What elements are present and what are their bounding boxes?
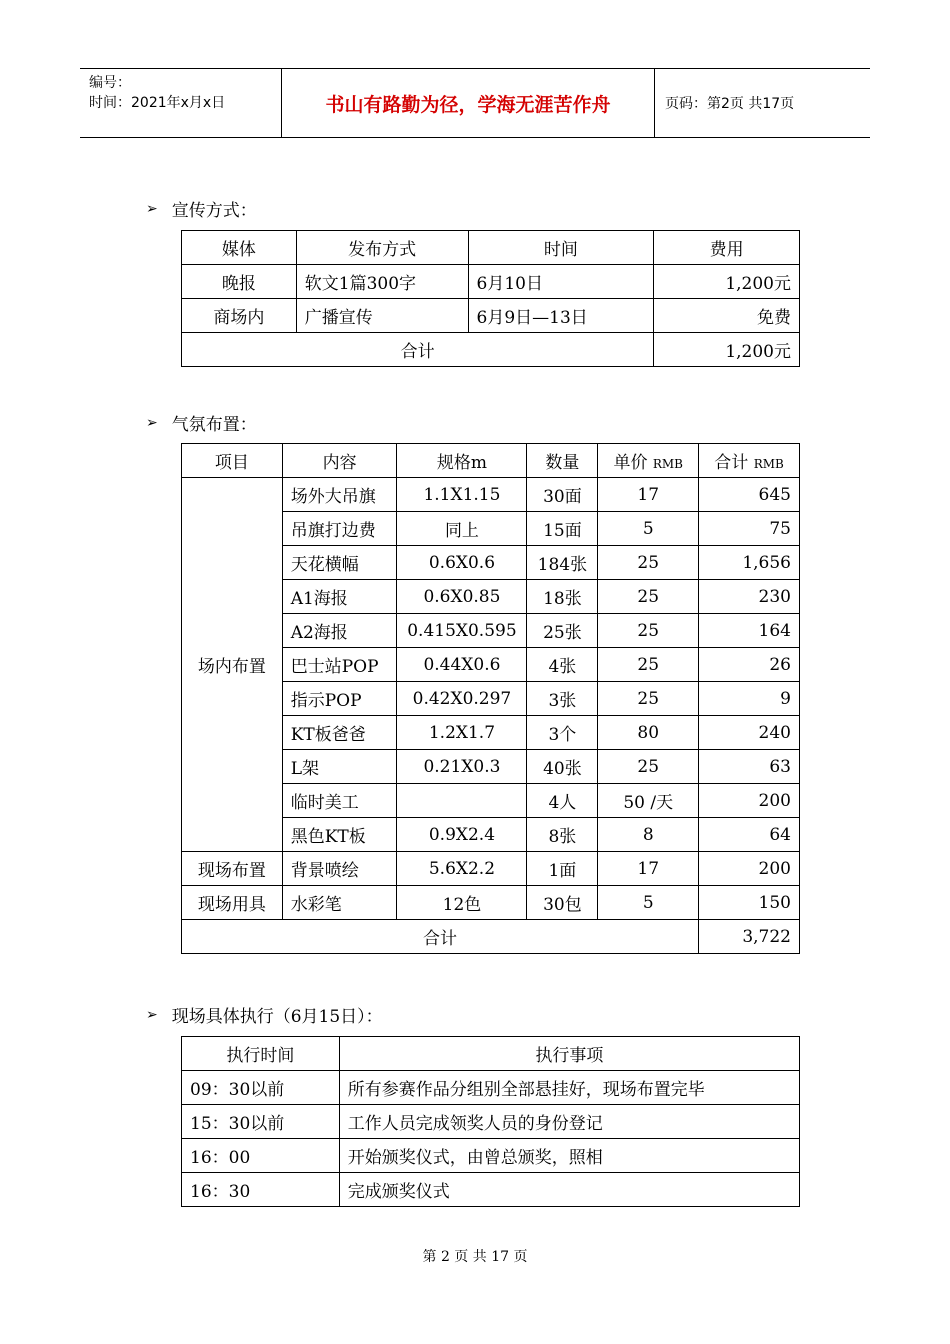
table-cell: 164 xyxy=(699,614,800,648)
table-header-cell: 执行时间 xyxy=(182,1037,340,1071)
table-cell: 商场内 xyxy=(182,299,297,333)
table-cell: 15面 xyxy=(527,512,598,546)
table-cell: 26 xyxy=(699,648,800,682)
table-row xyxy=(182,1071,800,1105)
header-motto: 书山有路勤为径，学海无涯苦作舟 xyxy=(282,69,655,137)
table-cell: A1海报 xyxy=(282,580,397,614)
table-header-cell: 数量 xyxy=(527,444,598,478)
table-total-row xyxy=(182,333,800,367)
header-unit: RMB xyxy=(652,457,683,471)
table-cell: 25张 xyxy=(527,614,598,648)
table-cell: 水彩笔 xyxy=(282,886,397,920)
table-cell: 临时美工 xyxy=(282,784,397,818)
group-label: 场内布置 xyxy=(182,478,283,852)
table-cell: 黑色KT板 xyxy=(282,818,397,852)
table-header-row xyxy=(182,1037,800,1071)
table-cell: 17 xyxy=(598,852,699,886)
table-cell: 200 xyxy=(699,852,800,886)
publicity-title-text: 宣传方式： xyxy=(171,201,257,221)
arrow-bullet-icon: ➢ xyxy=(146,414,158,431)
table-row xyxy=(182,1105,800,1139)
table-header-cell: 执行事项 xyxy=(339,1037,799,1071)
table-header-cell: 项目 xyxy=(182,444,283,478)
table-cell: 免费 xyxy=(654,299,800,333)
table-cell: 16：00 xyxy=(182,1139,340,1173)
table-cell: 8张 xyxy=(527,818,598,852)
table-cell: 5 xyxy=(598,886,699,920)
arrow-bullet-icon: ➢ xyxy=(146,200,158,217)
table-cell: 150 xyxy=(699,886,800,920)
table-header-cell: 规格m xyxy=(397,444,527,478)
table-cell: 5 xyxy=(598,512,699,546)
table-cell: 16：30 xyxy=(182,1173,340,1207)
table-row xyxy=(182,852,800,886)
table-header-cell: 发布方式 xyxy=(296,231,468,265)
table-cell xyxy=(397,784,527,818)
table-row xyxy=(182,1139,800,1173)
table-cell: 完成颁奖仪式 xyxy=(339,1173,799,1207)
table-cell: 天花横幅 xyxy=(282,546,397,580)
table-cell: 同上 xyxy=(397,512,527,546)
publicity-section-title xyxy=(146,196,257,221)
table-cell: 0.415X0.595 xyxy=(397,614,527,648)
table-cell: 40张 xyxy=(527,750,598,784)
table-row xyxy=(182,265,800,299)
table-cell: 184张 xyxy=(527,546,598,580)
group-label: 现场用具 xyxy=(182,886,283,920)
table-cell: 63 xyxy=(699,750,800,784)
arrow-bullet-icon: ➢ xyxy=(146,1006,158,1023)
table-cell: 80 xyxy=(598,716,699,750)
table-cell: 9 xyxy=(699,682,800,716)
table-cell: 巴士站POP xyxy=(282,648,397,682)
table-cell: 30面 xyxy=(527,478,598,512)
table-cell: 230 xyxy=(699,580,800,614)
execution-title-text: 现场具体执行（6月15日）： xyxy=(171,1007,383,1027)
table-row xyxy=(182,886,800,920)
table-cell: 工作人员完成领奖人员的身份登记 xyxy=(339,1105,799,1139)
total-label: 合计 xyxy=(182,333,654,367)
table-header-row xyxy=(182,444,800,478)
table-header-row xyxy=(182,231,800,265)
table-cell: 0.42X0.297 xyxy=(397,682,527,716)
table-cell: 18张 xyxy=(527,580,598,614)
page-footer: 第 2 页 共 17 页 xyxy=(422,1249,528,1265)
table-cell: 5.6X2.2 xyxy=(397,852,527,886)
table-cell: 0.6X0.6 xyxy=(397,546,527,580)
table-cell: 1.2X1.7 xyxy=(397,716,527,750)
header-meta xyxy=(80,69,282,137)
execution-section-title xyxy=(146,1002,383,1027)
table-cell: 0.9X2.4 xyxy=(397,818,527,852)
total-label: 合计 xyxy=(182,920,699,954)
table-cell: 75 xyxy=(699,512,800,546)
table-cell: 6月9日—13日 xyxy=(468,299,654,333)
table-cell: 240 xyxy=(699,716,800,750)
table-cell: 软文1篇300字 xyxy=(296,265,468,299)
table-cell: 晚报 xyxy=(182,265,297,299)
table-cell: 指示POP xyxy=(282,682,397,716)
table-cell: 17 xyxy=(598,478,699,512)
table-cell: 25 xyxy=(598,750,699,784)
header-text: 合计 xyxy=(714,453,749,473)
table-header-cell xyxy=(598,444,699,478)
table-cell: 开始颁奖仪式，由曾总颁奖，照相 xyxy=(339,1139,799,1173)
document-date: 时间：2021年x月x日 xyxy=(89,95,226,111)
table-cell: 0.21X0.3 xyxy=(397,750,527,784)
table-cell: 8 xyxy=(598,818,699,852)
page-header xyxy=(80,68,870,138)
execution-table xyxy=(181,1036,800,1207)
table-cell: 12色 xyxy=(397,886,527,920)
table-cell: 09：30以前 xyxy=(182,1071,340,1105)
table-cell: 25 xyxy=(598,648,699,682)
table-cell: 200 xyxy=(699,784,800,818)
table-header-cell: 媒体 xyxy=(182,231,297,265)
total-value: 1,200元 xyxy=(654,333,800,367)
table-cell: 25 xyxy=(598,682,699,716)
table-cell: 4张 xyxy=(527,648,598,682)
table-cell: 1.1X1.15 xyxy=(397,478,527,512)
table-header-cell: 费用 xyxy=(654,231,800,265)
table-cell: 1,200元 xyxy=(654,265,800,299)
publicity-table xyxy=(181,230,800,367)
total-value: 3,722 xyxy=(699,920,800,954)
table-cell: 64 xyxy=(699,818,800,852)
table-cell: 背景喷绘 xyxy=(282,852,397,886)
group-label: 现场布置 xyxy=(182,852,283,886)
table-cell: 场外大吊旗 xyxy=(282,478,397,512)
header-text: 单价 xyxy=(613,453,648,473)
table-cell: 25 xyxy=(598,580,699,614)
table-cell: 3张 xyxy=(527,682,598,716)
table-cell: 所有参赛作品分组别全部悬挂好，现场布置完毕 xyxy=(339,1071,799,1105)
table-row xyxy=(182,299,800,333)
table-cell: KT板爸爸 xyxy=(282,716,397,750)
table-cell: 50 /天 xyxy=(598,784,699,818)
table-cell: 15：30以前 xyxy=(182,1105,340,1139)
decor-title-text: 气氛布置： xyxy=(171,415,257,435)
table-cell: 645 xyxy=(699,478,800,512)
header-page-number: 页码：第2页 共17页 xyxy=(665,96,795,112)
table-header-cell: 内容 xyxy=(282,444,397,478)
table-row xyxy=(182,478,800,512)
table-total-row xyxy=(182,920,800,954)
table-cell: 4人 xyxy=(527,784,598,818)
table-cell: 25 xyxy=(598,546,699,580)
table-cell: 1,656 xyxy=(699,546,800,580)
table-cell: 0.6X0.85 xyxy=(397,580,527,614)
table-cell: A2海报 xyxy=(282,614,397,648)
table-cell: 广播宣传 xyxy=(296,299,468,333)
table-cell: 25 xyxy=(598,614,699,648)
table-cell: L架 xyxy=(282,750,397,784)
document-number: 编号： xyxy=(89,75,131,91)
table-header-cell xyxy=(699,444,800,478)
table-cell: 30包 xyxy=(527,886,598,920)
table-cell: 1面 xyxy=(527,852,598,886)
table-cell: 吊旗打边费 xyxy=(282,512,397,546)
table-cell: 3个 xyxy=(527,716,598,750)
table-cell: 0.44X0.6 xyxy=(397,648,527,682)
table-cell: 6月10日 xyxy=(468,265,654,299)
decor-section-title xyxy=(146,410,257,435)
header-unit: RMB xyxy=(753,457,784,471)
table-row xyxy=(182,1173,800,1207)
decor-table xyxy=(181,443,800,954)
table-header-cell: 时间 xyxy=(468,231,654,265)
